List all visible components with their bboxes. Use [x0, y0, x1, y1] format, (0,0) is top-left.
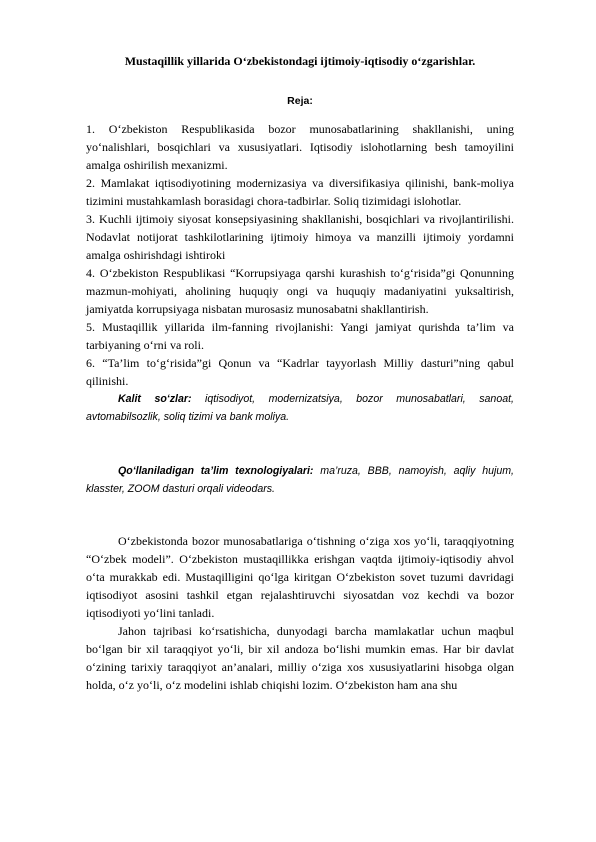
technologies-label: Qo‘llaniladigan ta’lim texnologiyalari: [118, 465, 314, 477]
plan-heading: Reja: [287, 95, 313, 107]
spacer [86, 498, 514, 532]
plan-item: 4. O‘zbekiston Respublikasi “Korrupsiyaga qarshi kurashish to‘g‘risida”gi Qonunning mazmun-mohiyati, aholining huquqiy ongi va huquqiy madaniyatini yuksaltirish, jamiyatda korrupsiyaga nisbatan murosasiz munosabatni shakllantirish. [86, 266, 514, 316]
body-paragraph: Jahon tajribasi ko‘rsatishicha, dunyodagi barcha mamlakatlar uchun maqbul bo‘lgan bir xil taraqqiyot yo‘li, bir xil andoza bo‘lishi mumkin emas. Har bir davlat o‘zining tarixiy taraqqiyot an’analari, milliy o‘ziga xos xususiyatlarini hisobga olgan holda, o‘z yo‘li, o‘z modelini ishlab chiqishi lozim. O‘zbekiston ham ana shu [86, 624, 514, 692]
technologies-text: ma’ruza, BBB, namoyish, aqliy hujum, klasster, ZOOM dasturi orqali videodars. [86, 465, 514, 495]
keywords-text: iqtisodiyot, modernizatsiya, bozor munosabatlari, sanoat, avtomabilsozlik, soliq tizimi va bank moliya. [86, 393, 514, 423]
technologies-paragraph [86, 462, 514, 498]
plan-list [86, 120, 514, 390]
body-paragraph: O‘zbekistonda bozor munosabatlariga o‘tishning o‘ziga xos yo‘li, taraqqiyotning “O‘zbek modeli”. O‘zbekiston mustaqillikka erishgan vaqtda ijtimoiy-iqtisodiy ahvol o‘ta murakkab edi. Mustaqilligini qo‘lga kiritgan O‘zbekiston sovet tuzumi davridagi iqtisodiyot asosini tashkil etgan rejalashtiruvchi siyosatdan voz kechdi va bozor iqtisodiyoti yo‘lini tanladi. [86, 534, 514, 620]
keywords-paragraph [86, 390, 514, 426]
keywords-label: Kalit so‘zlar: [118, 393, 192, 405]
plan-item: 2. Mamlakat iqtisodiyotining modernizasiya va diversifikasiya qilinishi, bank-moliya tizimini mustahkamlash borasidagi chora-tadbirlar. Soliq tizimidagi islohotlar. [86, 176, 514, 208]
spacer [86, 426, 514, 462]
plan-item: 5. Mustaqillik yillarida ilm-fanning rivojlanishi: Yangi jamiyat qurishda ta’lim va tarbiyaning o‘rni va roli. [86, 320, 514, 352]
plan-item: 6. “Ta’lim to‘g‘risida”gi Qonun va “Kadrlar tayyorlash Milliy dasturi”ning qabul qilinishi. [86, 356, 514, 388]
document-title: Mustaqillik yillarida O‘zbekistondagi ijtimoiy-iqtisodiy o‘zgarishlar. [124, 54, 476, 68]
document-body [86, 52, 514, 694]
plan-item: 1. O‘zbekiston Respublikasida bozor munosabatlarining shakllanishi, uning yo‘nalishlari, bosqichlari va xususiyatlari. Iqtisodiy islohotlarning besh tamoyilini amalga oshirilish mexanizmi. [86, 122, 514, 172]
plan-item: 3. Kuchli ijtimoiy siyosat konsepsiyasining shakllanishi, bosqichlari va rivojlantirilishi. Nodavlat notijorat tashkilotlarining ijtimoiy himoya va manzilli ijtimoiy yordamni amalga oshirishdagi ishtiroki [86, 212, 514, 262]
